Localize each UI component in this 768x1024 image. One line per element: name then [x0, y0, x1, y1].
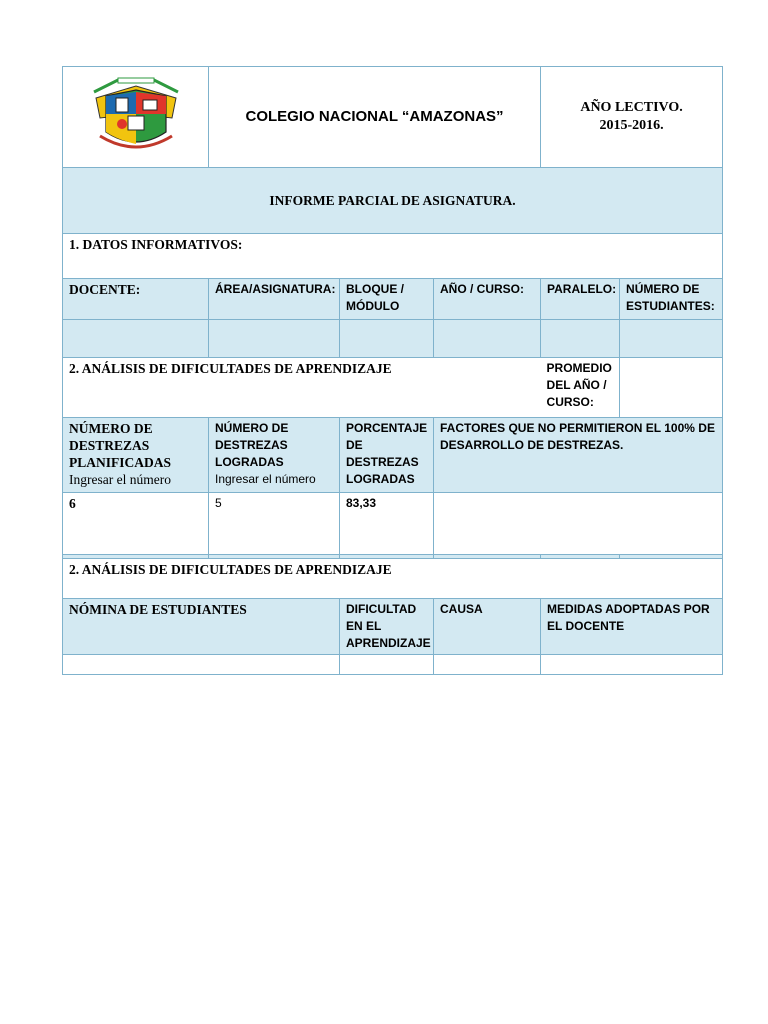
- planned-value[interactable]: 6: [63, 493, 209, 555]
- year-label: AÑO LECTIVO.: [580, 100, 683, 115]
- report-table: [62, 66, 723, 675]
- year-value: 2015-2016.: [599, 118, 664, 133]
- bloque-value[interactable]: [340, 320, 434, 358]
- cause-value[interactable]: [434, 655, 541, 675]
- factors-value[interactable]: [434, 493, 723, 555]
- col-anio-curso: AÑO / CURSO:: [434, 279, 541, 320]
- col-area: ÁREA/ASIGNATURA:: [209, 279, 340, 320]
- area-value[interactable]: [209, 320, 340, 358]
- anio-curso-value[interactable]: [434, 320, 541, 358]
- num-estudiantes-value[interactable]: [620, 320, 723, 358]
- col-planned: [63, 418, 209, 493]
- col-difficulty: DIFICULTAD EN EL APRENDIZAJE: [340, 599, 434, 655]
- measures-value[interactable]: [541, 655, 723, 675]
- col-factors: FACTORES QUE NO PERMITIERON EL 100% DE DESARROLLO DE DESTREZAS.: [434, 418, 723, 493]
- report-title: INFORME PARCIAL DE ASIGNATURA.: [63, 168, 723, 234]
- average-value[interactable]: [620, 358, 723, 418]
- paralelo-value[interactable]: [541, 320, 620, 358]
- average-label: PROMEDIO DEL AÑO / CURSO:: [541, 358, 620, 418]
- col-students: NÓMINA DE ESTUDIANTES: [63, 599, 340, 655]
- col-planned-label: NÚMERO DE DESTREZAS PLANIFICADAS: [69, 421, 172, 470]
- student-name-value[interactable]: [63, 655, 340, 675]
- col-achieved: [209, 418, 340, 493]
- section1-title: 1. DATOS INFORMATIVOS:: [63, 234, 723, 279]
- col-docente: DOCENTE:: [63, 279, 209, 320]
- col-planned-hint: Ingresar el número: [69, 472, 171, 487]
- report-document: [62, 66, 722, 675]
- section3-title: 2. ANÁLISIS DE DIFICULTADES DE APRENDIZAJE: [63, 559, 723, 599]
- difficulty-value[interactable]: [340, 655, 434, 675]
- col-percent: PORCENTAJE DE DESTREZAS LOGRADAS: [340, 418, 434, 493]
- col-paralelo: PARALELO:: [541, 279, 620, 320]
- col-num-estudiantes: NÚMERO DE ESTUDIANTES:: [620, 279, 723, 320]
- school-year-cell: [541, 67, 723, 168]
- section2-title: 2. ANÁLISIS DE DIFICULTADES DE APRENDIZAJE: [63, 358, 541, 418]
- docente-value[interactable]: [63, 320, 209, 358]
- logo-cell: [63, 67, 209, 168]
- achieved-value[interactable]: 5: [209, 493, 340, 555]
- col-bloque: BLOQUE / MÓDULO: [340, 279, 434, 320]
- school-name-cell: [209, 67, 541, 168]
- school-name: COLEGIO NACIONAL “AMAZONAS”: [245, 108, 504, 125]
- col-achieved-hint: Ingresar el número: [215, 472, 316, 486]
- col-measures: MEDIDAS ADOPTADAS POR EL DOCENTE: [541, 599, 723, 655]
- col-cause: CAUSA: [434, 599, 541, 655]
- school-crest-icon: [88, 74, 184, 156]
- percent-value[interactable]: 83,33: [340, 493, 434, 555]
- col-achieved-label: NÚMERO DE DESTREZAS LOGRADAS: [215, 421, 289, 469]
